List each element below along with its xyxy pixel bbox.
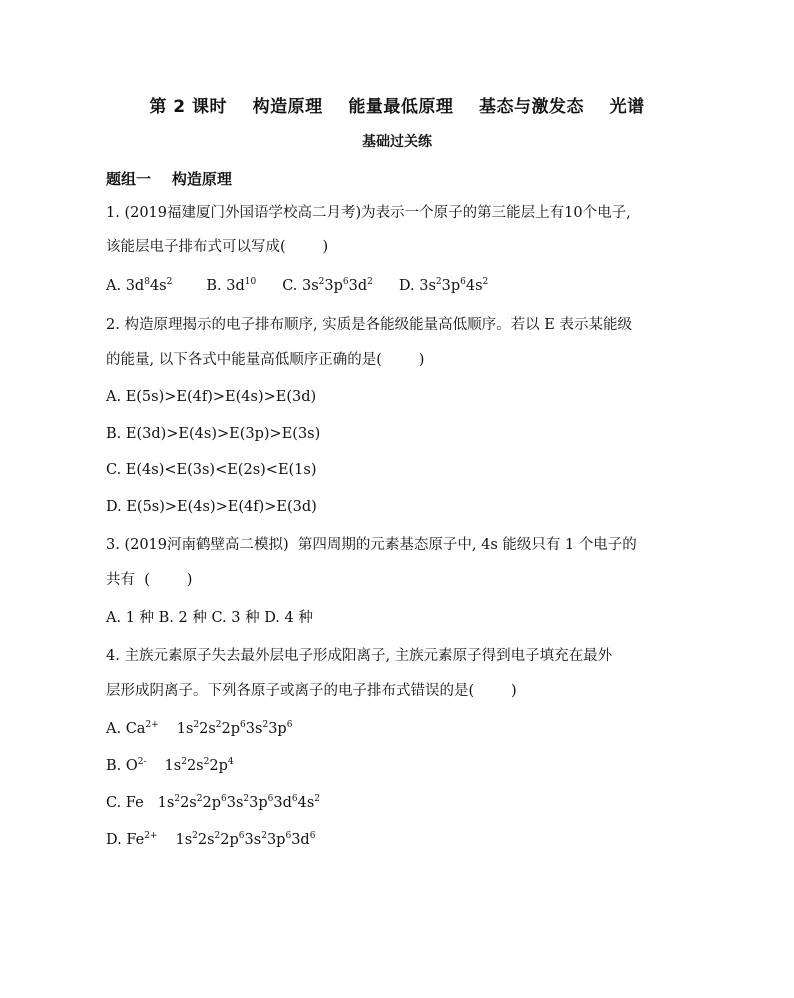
electron-count: 6 — [291, 794, 298, 804]
electron-count: 6 — [286, 720, 293, 730]
electron-count: 2 — [215, 720, 222, 730]
q4-stem-line2: 层形成阴离子。下列各原子或离子的电子排布式错误的是( ) — [106, 683, 517, 699]
q2-option-a[interactable]: A. E(5s)>E(4f)>E(4s)>E(3d) — [106, 389, 317, 405]
electron-count: 2 — [174, 794, 181, 804]
electron-count: 4 — [227, 757, 234, 767]
orbital-label: 4s — [297, 795, 315, 811]
orbital-label: 3p — [249, 795, 268, 811]
q4-option-b-config — [165, 758, 234, 774]
electron-count: 6 — [267, 794, 274, 804]
q3-options[interactable]: A. 1 种 B. 2 种 C. 3 种 D. 4 种 — [106, 610, 313, 626]
orbital-label: 1s — [164, 758, 182, 774]
q1-option-c[interactable]: C. $3s^23p^63d^2$ — [282, 277, 373, 294]
electron-count: 6 — [240, 720, 246, 730]
q4-option-c-config — [158, 795, 320, 811]
q4-option-c[interactable]: C. Fe $1s^22s^22p^63s^23p^63d^64s^2$ — [106, 794, 321, 811]
q2-option-c[interactable]: C. E(4s)<E(3s)<E(2s)<E(1s) — [106, 462, 317, 478]
orbital-label: 3d — [273, 795, 292, 811]
orbital-label: 2p — [202, 795, 221, 811]
electron-count: 2 — [261, 831, 267, 841]
orbital-label: 1s — [176, 721, 194, 737]
q4-option-a[interactable]: A. $Ca^{2+}$ $1s^22s^22p^63s^23p^6$ — [106, 720, 293, 737]
orbital-label: 3d — [291, 832, 310, 848]
q4-option-d-config — [175, 832, 315, 848]
page-title: 第 2 课时 构造原理 能量最低原理 基态与激发态 光谱 — [149, 97, 645, 117]
q3-stem-line2: 共有 ( ) — [106, 572, 193, 588]
orbital-label: 2s — [197, 832, 215, 848]
orbital-label: 2p — [221, 721, 241, 737]
electron-count: 2 — [314, 794, 321, 804]
q2-stem-line1: 2. 构造原理揭示的电子排布顺序, 实质是各能级能量高低顺序。若以 E 表示某能级 — [106, 317, 632, 333]
section-heading: 题组一 构造原理 — [106, 170, 232, 188]
q2-option-b[interactable]: B. E(3d)>E(4s)>E(3p)>E(3s) — [106, 426, 321, 442]
electron-count: 6 — [309, 831, 316, 841]
orbital-label: 2p — [220, 832, 239, 848]
orbital-label: 3s — [244, 832, 262, 848]
q2-stem-line2: 的能量, 以下各式中能量高低顺序正确的是( ) — [106, 352, 425, 368]
electron-count: 2 — [203, 757, 210, 767]
q4-option-a-config — [177, 721, 293, 737]
q1-option-d[interactable]: D. $3s^23p^64s^2$ — [398, 277, 489, 294]
electron-count: 2 — [192, 831, 198, 841]
q1-options — [106, 276, 488, 296]
q3-stem-line1: 3. (2019河南鹤壁高二模拟) 第四周期的元素基态原子中, 4s 能级只有 1 个电子的 — [106, 537, 637, 553]
page-subtitle: 基础过关练 — [362, 134, 432, 150]
orbital-label: 3p — [268, 721, 287, 737]
q4-stem-line1: 4. 主族元素原子失去最外层电子形成阳离子, 主族元素原子得到电子填充在最外 — [106, 648, 613, 664]
electron-count: 2 — [262, 720, 269, 730]
q1-option-a[interactable]: A. $3d^84s^2$ — [106, 277, 173, 294]
electron-count: 2 — [193, 720, 200, 730]
electron-count: 2 — [181, 757, 187, 767]
electron-count: 6 — [285, 831, 292, 841]
electron-count: 2 — [196, 794, 203, 804]
q1-stem-line2: 该能层电子排布式可以写成( ) — [106, 239, 329, 255]
orbital-label: 3s — [245, 721, 263, 737]
q4-option-d[interactable]: D. $Fe^{2+}$ $1s^22s^22p^63s^23p^63d^6$ — [106, 831, 316, 848]
electron-count: 6 — [238, 831, 245, 841]
q2-option-d[interactable]: D. E(5s)>E(4s)>E(4f)>E(3d) — [106, 499, 317, 515]
orbital-label: 1s — [175, 832, 193, 848]
q1-option-b[interactable]: B. $3d^{10}$ — [206, 277, 257, 294]
orbital-label: 2s — [199, 721, 216, 737]
orbital-label: 3p — [266, 832, 286, 848]
q1-stem-line1: 1. (2019福建厦门外国语学校高二月考)为表示一个原子的第三能层上有10个电子, — [106, 205, 631, 221]
orbital-label: 1s — [157, 795, 175, 811]
q4-option-b[interactable]: B. $O^{2-}$ $1s^22s^22p^4$ — [106, 757, 234, 774]
orbital-label: 2s — [186, 758, 204, 774]
electron-count: 6 — [220, 794, 227, 804]
electron-count: 2 — [214, 831, 221, 841]
electron-count: 2 — [243, 794, 250, 804]
orbital-label: 3s — [226, 795, 244, 811]
orbital-label: 2s — [180, 795, 197, 811]
orbital-label: 2p — [209, 758, 228, 774]
